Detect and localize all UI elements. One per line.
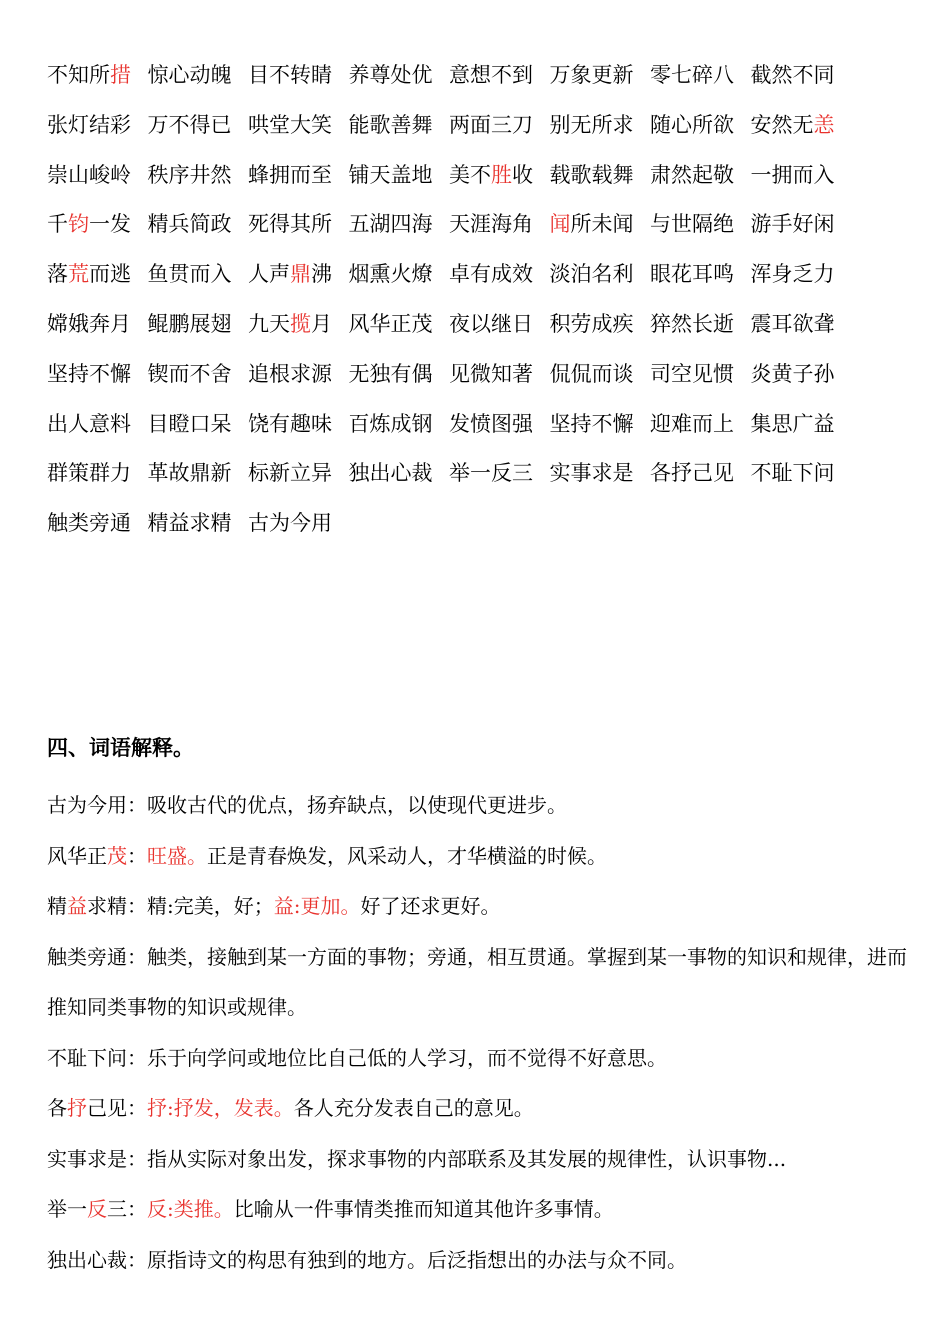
idiom-row bbox=[47, 505, 851, 555]
text-segment: 烟熏火燎 bbox=[348, 262, 433, 287]
idiom-item bbox=[248, 256, 349, 292]
text-segment: 游手好闲 bbox=[750, 212, 835, 237]
idiom-item bbox=[550, 107, 651, 143]
text-segment: 千 bbox=[47, 212, 68, 237]
idiom-item bbox=[47, 455, 148, 491]
definition-entry bbox=[47, 932, 917, 1033]
highlighted-text: 反 bbox=[87, 1197, 107, 1221]
highlighted-text: 鼎 bbox=[290, 262, 311, 287]
idiom-item bbox=[550, 157, 651, 193]
idiom-item bbox=[751, 206, 852, 242]
highlighted-text: 胜 bbox=[491, 162, 512, 187]
text-segment: 哄堂大笑 bbox=[248, 112, 332, 137]
text-segment: 不耻下问 bbox=[750, 461, 835, 486]
idiom-item bbox=[148, 206, 249, 242]
section-heading: 四、词语解释。 bbox=[47, 735, 194, 760]
text-segment: 己见： bbox=[87, 1096, 147, 1120]
highlighted-text: 益 bbox=[67, 894, 87, 918]
idiom-item bbox=[47, 57, 148, 93]
definition-entry bbox=[47, 1033, 917, 1084]
text-segment: 古为今用：吸收古代的优点，扬弃缺点，以使现代更进步。 bbox=[47, 793, 567, 817]
text-segment: 独出心裁 bbox=[348, 461, 433, 486]
idiom-item bbox=[349, 107, 450, 143]
idiom-item bbox=[751, 306, 852, 342]
idiom-list bbox=[47, 57, 851, 555]
idiom-item bbox=[650, 306, 751, 342]
text-segment: 截然不同 bbox=[750, 63, 835, 87]
text-segment: 安然无 bbox=[750, 112, 814, 137]
text-segment: 风华正茂 bbox=[348, 311, 433, 336]
idiom-item bbox=[449, 455, 550, 491]
idiom-row bbox=[47, 157, 851, 207]
text-segment: 五湖四海 bbox=[348, 212, 433, 237]
text-segment: 鲲鹏展翅 bbox=[147, 311, 232, 336]
idiom-item bbox=[550, 406, 651, 442]
idiom-item bbox=[650, 256, 751, 292]
text-segment: 精益求精 bbox=[147, 511, 232, 536]
idiom-item bbox=[47, 306, 148, 342]
text-segment: 集思广益 bbox=[750, 411, 835, 436]
word-explanation-section bbox=[47, 730, 917, 1285]
text-segment: 举一反三 bbox=[449, 461, 533, 486]
text-segment: 追根求源 bbox=[248, 361, 332, 386]
text-segment: 载歌载舞 bbox=[549, 162, 634, 187]
idiom-item bbox=[248, 206, 349, 242]
idiom-item bbox=[148, 505, 249, 541]
idiom-item bbox=[248, 406, 349, 442]
text-segment: 震耳欲聋 bbox=[750, 311, 835, 336]
text-segment: 坚持不懈 bbox=[47, 361, 131, 386]
text-segment: 月 bbox=[311, 311, 332, 336]
text-segment: 司空见惯 bbox=[650, 361, 734, 386]
idiom-item bbox=[47, 406, 148, 442]
highlighted-text: 荒 bbox=[68, 262, 89, 287]
idiom-item bbox=[449, 406, 550, 442]
text-segment: 夜以继日 bbox=[449, 311, 533, 336]
text-segment: 意想不到 bbox=[449, 63, 533, 87]
idiom-row bbox=[47, 107, 851, 157]
highlighted-text: 恙 bbox=[813, 112, 835, 137]
idiom-item bbox=[449, 356, 550, 392]
text-segment: 炎黄子孙 bbox=[750, 361, 835, 386]
idiom-item bbox=[449, 107, 550, 143]
idiom-item bbox=[650, 206, 751, 242]
idiom-item bbox=[148, 306, 249, 342]
highlighted-text: 茂 bbox=[107, 843, 127, 868]
text-segment: 精 bbox=[47, 894, 67, 918]
idiom-item bbox=[550, 306, 651, 342]
text-segment: 饶有趣味 bbox=[248, 411, 332, 436]
text-segment: 举一 bbox=[47, 1197, 87, 1221]
idiom-item bbox=[751, 455, 852, 491]
idiom-item bbox=[751, 406, 852, 442]
idiom-item bbox=[47, 505, 148, 541]
highlighted-text: 闻 bbox=[549, 212, 571, 237]
idiom-row bbox=[47, 57, 851, 107]
text-segment: 出人意料 bbox=[47, 411, 131, 436]
text-segment: 落 bbox=[47, 262, 68, 287]
text-segment: 人声 bbox=[248, 262, 290, 287]
text-segment: 革故鼎新 bbox=[147, 461, 232, 486]
text-segment: 群策群力 bbox=[47, 461, 131, 486]
text-segment: 侃侃而谈 bbox=[549, 361, 634, 386]
text-segment: 美不 bbox=[449, 162, 491, 187]
idiom-item bbox=[349, 356, 450, 392]
definition-list bbox=[47, 780, 917, 1285]
highlighted-text: 措 bbox=[110, 63, 131, 87]
idiom-row bbox=[47, 356, 851, 406]
idiom-item bbox=[148, 455, 249, 491]
idiom-item bbox=[751, 356, 852, 392]
text-segment: 三： bbox=[107, 1197, 147, 1221]
highlighted-text: 钧 bbox=[68, 212, 89, 237]
idiom-item bbox=[550, 256, 651, 292]
highlighted-text: 抒:抒发，发表。 bbox=[147, 1096, 294, 1120]
idiom-row bbox=[47, 306, 851, 356]
text-segment: 九天 bbox=[248, 311, 290, 336]
highlighted-text: 反:类推。 bbox=[147, 1197, 234, 1221]
text-segment: 古为今用 bbox=[248, 511, 332, 536]
idiom-item bbox=[148, 107, 249, 143]
text-segment: 无独有偶 bbox=[348, 361, 433, 386]
text-segment: 风华正 bbox=[47, 843, 107, 868]
text-segment: 各抒己见 bbox=[650, 461, 734, 486]
text-segment: 猝然长逝 bbox=[650, 311, 734, 336]
idiom-item bbox=[349, 406, 450, 442]
text-segment: 崇山峻岭 bbox=[47, 162, 131, 187]
idiom-item bbox=[449, 57, 550, 93]
text-segment: 求精：精:完美，好； bbox=[87, 894, 274, 918]
idiom-item bbox=[248, 306, 349, 342]
idiom-item bbox=[449, 256, 550, 292]
text-segment: 正是青春焕发，风采动人，才华横溢的时候。 bbox=[207, 843, 607, 868]
text-segment: 肃然起敬 bbox=[650, 162, 734, 187]
text-segment: 见微知著 bbox=[449, 361, 533, 386]
text-segment: 养尊处优 bbox=[348, 63, 433, 87]
text-segment: 与世隔绝 bbox=[650, 212, 734, 237]
text-segment: 随心所欲 bbox=[650, 112, 734, 137]
idiom-item bbox=[47, 256, 148, 292]
idiom-item bbox=[751, 256, 852, 292]
text-segment: 触类旁通：触类，接触到某一方面的事物；旁通，相互贯通。掌握到某一事物的知识和规律，进而推知同类事物的知识或规律。 bbox=[47, 944, 907, 1019]
text-segment: 标新立异 bbox=[248, 461, 332, 486]
text-segment: 张灯结彩 bbox=[47, 112, 131, 137]
idiom-item bbox=[248, 157, 349, 193]
idiom-item bbox=[650, 356, 751, 392]
idiom-item bbox=[248, 107, 349, 143]
text-segment: 别无所求 bbox=[549, 112, 634, 137]
text-segment: 能歌善舞 bbox=[348, 112, 433, 137]
highlighted-text: 旺盛。 bbox=[147, 843, 207, 868]
text-segment: 各人充分发表自己的意见。 bbox=[293, 1096, 534, 1120]
text-segment: 万象更新 bbox=[549, 63, 634, 87]
text-segment: 不知所 bbox=[47, 63, 110, 87]
idiom-item bbox=[650, 107, 751, 143]
text-segment: 零七碎八 bbox=[650, 63, 734, 87]
text-segment: 两面三刀 bbox=[449, 112, 533, 137]
idiom-item bbox=[751, 57, 852, 93]
definition-entry bbox=[47, 831, 917, 882]
text-segment: 秩序井然 bbox=[147, 162, 232, 187]
text-segment: 坚持不懈 bbox=[549, 411, 634, 436]
idiom-item bbox=[148, 356, 249, 392]
text-segment: 卓有成效 bbox=[449, 262, 533, 287]
text-segment: 鱼贯而入 bbox=[147, 262, 232, 287]
idiom-item bbox=[349, 157, 450, 193]
definition-entry bbox=[47, 1235, 917, 1286]
text-segment: 浑身乏力 bbox=[750, 262, 835, 287]
text-segment: 实事求是：指从实际对象出发，探求事物的内部联系及其发展的规律性，认识事物... bbox=[47, 1146, 787, 1171]
highlighted-text: 益:更加。 bbox=[273, 894, 361, 918]
idiom-item bbox=[248, 505, 349, 541]
idiom-row bbox=[47, 256, 851, 306]
text-segment: 锲而不舍 bbox=[147, 361, 232, 386]
text-segment: 惊心动魄 bbox=[147, 63, 232, 87]
text-segment: 一拥而入 bbox=[750, 162, 835, 187]
idiom-item bbox=[349, 57, 450, 93]
idiom-row bbox=[47, 455, 851, 505]
idiom-item bbox=[148, 256, 249, 292]
text-segment: 目不转睛 bbox=[248, 63, 332, 87]
idiom-item bbox=[349, 306, 450, 342]
idiom-item bbox=[248, 455, 349, 491]
text-segment: 比喻从一件事情类推而知道其他许多事情。 bbox=[233, 1197, 614, 1221]
text-segment: 而逃 bbox=[89, 262, 131, 287]
definition-entry bbox=[47, 881, 917, 932]
idiom-item bbox=[449, 206, 550, 242]
text-segment: 死得其所 bbox=[248, 212, 332, 237]
idiom-item bbox=[148, 57, 249, 93]
definition-entry bbox=[47, 1083, 917, 1134]
idiom-item bbox=[47, 157, 148, 193]
text-segment: 所未闻 bbox=[570, 212, 634, 237]
idiom-item bbox=[349, 256, 450, 292]
idiom-item bbox=[751, 107, 852, 143]
text-segment: 迎难而上 bbox=[650, 411, 734, 436]
text-segment: 各 bbox=[47, 1096, 67, 1120]
text-segment: 百炼成钢 bbox=[348, 411, 433, 436]
text-segment: 不耻下问：乐于向学问或地位比自己低的人学习，而不觉得不好意思。 bbox=[47, 1045, 667, 1070]
idiom-item bbox=[650, 57, 751, 93]
idiom-item bbox=[550, 57, 651, 93]
idiom-row bbox=[47, 406, 851, 456]
text-segment: 独出心裁：原指诗文的构思有独到的地方。后泛指想出的办法与众不同。 bbox=[47, 1247, 687, 1272]
idiom-item bbox=[349, 455, 450, 491]
text-segment: 目瞪口呆 bbox=[147, 411, 232, 436]
idiom-item bbox=[248, 57, 349, 93]
idiom-item bbox=[449, 157, 550, 193]
text-segment: 收 bbox=[512, 162, 533, 187]
text-segment: 蜂拥而至 bbox=[248, 162, 332, 187]
idiom-item bbox=[47, 206, 148, 242]
text-segment: ： bbox=[127, 843, 147, 868]
idiom-item bbox=[47, 107, 148, 143]
idiom-item bbox=[751, 157, 852, 193]
idiom-item bbox=[650, 157, 751, 193]
text-segment: 精兵简政 bbox=[147, 212, 232, 237]
text-segment: 万不得已 bbox=[147, 112, 232, 137]
text-segment: 触类旁通 bbox=[47, 511, 131, 536]
text-segment: 嫦娥奔月 bbox=[47, 311, 131, 336]
idiom-item bbox=[650, 406, 751, 442]
definition-entry bbox=[47, 1184, 917, 1235]
text-segment: 实事求是 bbox=[549, 461, 634, 486]
idiom-row bbox=[47, 206, 851, 256]
idiom-item bbox=[449, 306, 550, 342]
definition-entry bbox=[47, 780, 917, 831]
idiom-item bbox=[650, 455, 751, 491]
idiom-item bbox=[349, 206, 450, 242]
idiom-item bbox=[550, 206, 651, 242]
text-segment: 眼花耳鸣 bbox=[650, 262, 734, 287]
text-segment: 一发 bbox=[89, 212, 131, 237]
text-segment: 铺天盖地 bbox=[348, 162, 433, 187]
idiom-item bbox=[47, 356, 148, 392]
highlighted-text: 揽 bbox=[290, 311, 311, 336]
idiom-item bbox=[248, 356, 349, 392]
text-segment: 好了还求更好。 bbox=[360, 894, 501, 918]
definition-entry bbox=[47, 1134, 917, 1185]
text-segment: 淡泊名利 bbox=[549, 262, 634, 287]
idiom-item bbox=[550, 455, 651, 491]
text-segment: 积劳成疾 bbox=[549, 311, 634, 336]
text-segment: 天涯海角 bbox=[449, 212, 533, 237]
idiom-item bbox=[148, 406, 249, 442]
highlighted-text: 抒 bbox=[67, 1096, 87, 1120]
idiom-item bbox=[550, 356, 651, 392]
text-segment: 沸 bbox=[311, 262, 332, 287]
idiom-item bbox=[148, 157, 249, 193]
text-segment: 发愤图强 bbox=[449, 411, 533, 436]
